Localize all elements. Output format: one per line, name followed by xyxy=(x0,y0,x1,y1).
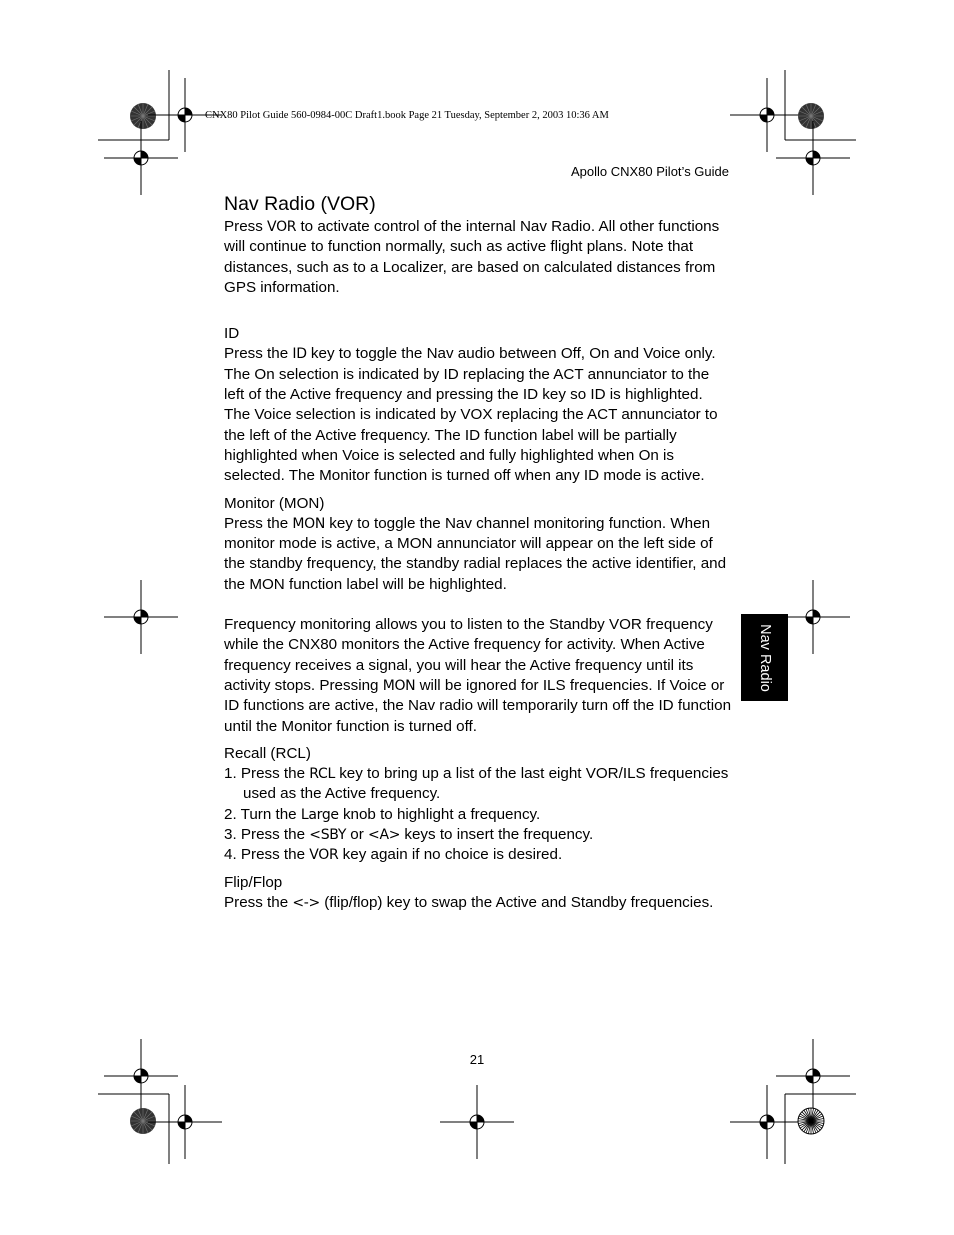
crosshair-mark xyxy=(104,580,178,654)
key-label: <SBY xyxy=(309,827,347,844)
running-head: Apollo CNX80 Pilot’s Guide xyxy=(570,164,729,179)
list-item: 1. Press the RCL key to bring up a list of the last eight VOR/ILS frequencies used as the Active frequency. xyxy=(224,765,729,803)
crosshair-mark xyxy=(440,1085,514,1159)
recall-section xyxy=(224,744,732,866)
crosshair-mark xyxy=(148,1085,222,1159)
solid-rosette-mark xyxy=(130,1108,156,1134)
key-label: MON xyxy=(292,515,326,532)
solid-rosette-mark xyxy=(798,103,824,129)
key-label: VOR xyxy=(267,219,297,235)
flipflop-paragraph: Press the <-> (flip/flop) key to swap the Active and Standby frequencies. xyxy=(224,893,714,911)
monitor-paragraph: Press the MON key to toggle the Nav channel monitoring function. When monitor mode is active, a MON annunciator will appear on the left side of the standby frequency, the standby radial replaces the active identifier, and the MON function label will be highlighted. xyxy=(224,514,727,593)
crosshair-mark xyxy=(104,1039,178,1113)
side-tab-label: Nav Radio xyxy=(756,623,773,692)
list-item: 3. Press the <SBY or <A> keys to insert the frequency. xyxy=(224,826,594,844)
monitor-section xyxy=(224,494,732,737)
key-label: Large xyxy=(300,806,339,823)
solid-rosette-mark xyxy=(130,103,156,129)
crosshair-mark xyxy=(776,121,850,195)
section-heading: ID xyxy=(224,325,240,343)
crosshair-mark xyxy=(730,1085,804,1159)
crosshair-mark xyxy=(730,78,804,152)
key-label: <-> xyxy=(292,894,320,911)
frequency-monitoring-paragraph: Frequency monitoring allows you to listen to the Standby VOR frequency while the CNX80 monitors the Active frequency for activity. When Active frequency receives a signal, you will hear the Active frequency until its activity stops. Pressing MON will be ignored for ILS frequencies. If Voice or ID functions are active, the Nav radio will temporarily turn off the ID function until the Monitor function is turned off. xyxy=(224,616,732,735)
list-item: 4. Press the VOR key again if no choice is desired. xyxy=(224,846,563,864)
section-heading: Recall (RCL) xyxy=(224,744,311,762)
chapter-side-tab xyxy=(741,614,788,701)
id-section xyxy=(224,324,732,486)
key-label: VOR xyxy=(309,847,339,864)
section-heading: Flip/Flop xyxy=(224,873,283,891)
crosshair-mark xyxy=(104,121,178,195)
page-content xyxy=(224,192,732,913)
flipflop-section xyxy=(224,873,732,914)
list-item: 2. Turn the Large knob to highlight a frequency. xyxy=(224,805,541,823)
key-label: MON xyxy=(382,677,416,694)
print-header: CNX80 Pilot Guide 560-0984-00C Draft1.book Page 21 Tuesday, September 2, 2003 10:36 AM xyxy=(205,110,609,121)
key-label: RCL xyxy=(309,766,335,783)
key-label: <A> xyxy=(368,827,401,844)
key-label: ID xyxy=(292,346,307,363)
page-title: Nav Radio (VOR) xyxy=(224,193,376,215)
rosette-mark xyxy=(798,1108,824,1134)
intro-paragraph: Press VOR to activate control of the internal Nav Radio. All other functions will continue to function normally, such as active flight plans. Note that distances, such as to a Localizer, are based on calculated distances from GPS information. xyxy=(224,218,720,296)
recall-steps xyxy=(224,764,732,865)
id-paragraph: Press the ID key to toggle the Nav audio between Off, On and Voice only. The On selection is indicated by ID replacing the ACT annunciator to the left of the Active frequency and pressing the ID key so ID is highlighted. The Voice selection is indicated by VOX replacing the ACT annunciator to the left of the Active frequency. The ID function label will be partially highlighted when Voice is selected and fully highlighted when On is selected. The Monitor function is turned off when any ID mode is active. xyxy=(224,345,718,485)
section-heading: Monitor (MON) xyxy=(224,494,325,512)
crosshair-mark xyxy=(776,1039,850,1113)
page-number: 21 xyxy=(469,1052,485,1067)
